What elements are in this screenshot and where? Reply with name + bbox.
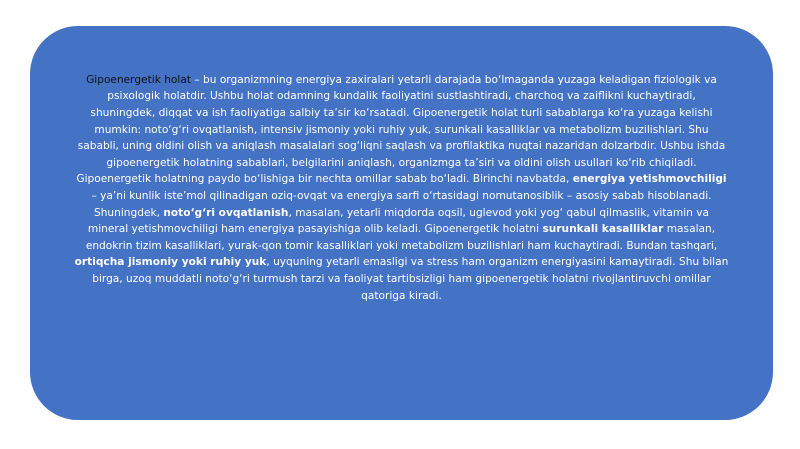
bold-energy-deficiency: energiya yetishmovchiligi — [572, 173, 727, 186]
causes-text-2: – ya’ni kunlik iste’mol qilinadigan oziq-ovqat va energiya sarfi o‘rtasidagi nomutanosiblik – asosiy sabab hisoblanadi. Shuningdek, — [91, 190, 712, 219]
bold-chronic-diseases: surunkali kasalliklar — [542, 223, 664, 236]
causes-text-3: , masalan, yetarli miqdorda oqsil, uglevod yoki yog‘ qabul qilmaslik, vitamin va mineral yetishmovchiligi ham energiya pasayishiga olib keladi. Gipoenergetik holatni — [87, 206, 710, 236]
bold-excess-load: ortiqcha jismoniy yoki ruhiy yuk — [74, 256, 267, 269]
paragraph-intro — [74, 72, 729, 172]
term-highlight: Gipoenergetik holat — [86, 73, 191, 86]
causes-text-1: Gipoenergetik holatning paydo bo‘lishiga bir nechta omillar sabab bo‘ladi. Birinchi navbatda, — [76, 173, 573, 186]
intro-text: – bu organizmning energiya zaxiralari yetarli darajada bo‘lmaganda yuzaga keladigan fiziologik va psixologik holatdir. Ushbu holat odamning kundalik faoliyatini sustlashtiradi, charchoq va zaiflikni kuchaytiradi, shuningdek, diqqat va ish faoliyatiga salbiy ta’sir ko‘rsatadi. Gipoenergetik holat turli sabablarga ko‘ra yuzaga kelishi mumkin: noto‘g‘ri ovqatlanish, intensiv jismoniy yoki ruhiy yuk, surunkali kasalliklar va metabolizm buzilishlari. Shu sababli, uning oldini olish va aniqlash masalalari sog‘liqni saqlash va profilaktika nuqtai nazaridan dolzarbdir. Ushbu ishda gipoenergetik holatning sabablari, belgilarini aniqlash, organizmga ta’siri va oldini olish usullari ko‘rib chiqiladi. — [77, 73, 726, 169]
bold-poor-nutrition: noto‘g‘ri ovqatlanish — [163, 206, 289, 219]
causes-text-4: masalan, endokrin tizim kasalliklari, yurak-qon tomir kasalliklari yoki metabolizm buzilishlari ham kuchaytiradi. Bundan tashqari, — [85, 223, 718, 252]
causes-text-5: , uyquning yetarli emasligi va stress ham organizm energiyasini kamaytiradi. Shu bilan birga, uzoq muddatli noto‘g‘ri turmush tarzi va faoliyat tartibsizligi ham gipoenergetik holatni rivojlantiruvchi omillar qatoriga kiradi. — [92, 256, 729, 302]
rounded-text-panel — [30, 26, 773, 420]
paragraph-causes — [74, 171, 729, 304]
text-block — [74, 72, 729, 304]
